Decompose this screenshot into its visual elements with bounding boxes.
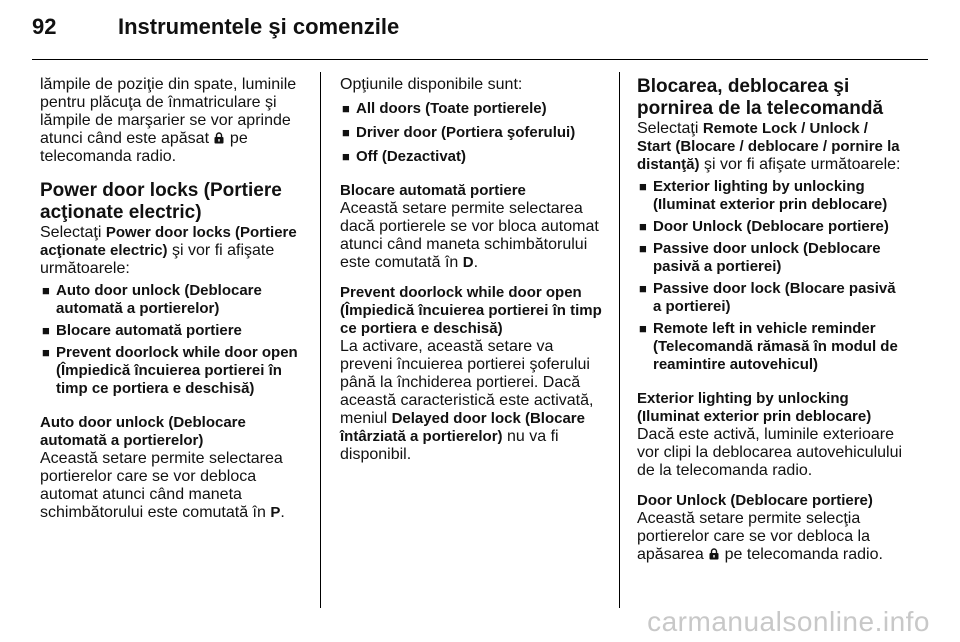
auto-door-unlock-text: Această setare permite selectarea portierelor care se vor debloca automat atunci când maneta schimbătorului este comutată în P.	[40, 450, 285, 521]
list-item: ■ Blocare automată portiere	[42, 322, 242, 339]
list-item: ■ Remote left in vehicle reminder (Telecomandă rămasă în modul de reamintire autovehicul)	[639, 320, 898, 373]
bullet-icon: ■	[342, 149, 350, 164]
list-item: ■ Prevent doorlock while door open (Împiedică încuierea portierei în timp ce portiera e deschisă)	[42, 344, 298, 397]
page-title: Instrumentele şi comenzile	[118, 14, 400, 39]
padlock-icon	[708, 548, 720, 560]
list-item: ■ Passive door lock (Blocare pasivă a portierei)	[639, 280, 896, 315]
subheading-auto-door-unlock: Auto door unlock (Deblocare automată a portierelor)	[40, 414, 246, 449]
select-instruction: Selectaţi Remote Lock / Unlock / Start (Blocare / deblocare / pornire la distanţă) şi vor fi afişate următoarele:	[637, 120, 901, 173]
subheading-door-unlock: Door Unlock (Deblocare portiere)	[637, 492, 873, 509]
list-item: ■ Off (Dezactivat)	[342, 148, 467, 165]
section-heading-power-door-locks: Power door locks (Portiere acţionate electric)	[40, 180, 282, 223]
auto-lock-text: Această setare permite selectarea dacă portierele se vor bloca automat atunci când maneta schimbătorului este comutată în D.	[340, 200, 599, 271]
bullet-icon: ■	[42, 283, 50, 298]
bullet-icon: ■	[342, 101, 350, 116]
bullet-icon: ■	[639, 321, 647, 336]
padlock-icon	[213, 132, 225, 144]
prevent-doorlock-text: La activare, această setare va preveni încuierea portierei şoferului până la închiderea portierei. Dacă această caracteristică este activată, meniul Delayed door lock (Blocare întârziată a portierelor) nu va fi disponibil.	[340, 338, 594, 463]
door-unlock-text: Această setare permite selecţia portierelor care se vor debloca la apăsarea pe telecomanda radio.	[637, 510, 883, 563]
intro-paragraph: lămpile de poziţie din spate, luminile pentru plăcuţa de înmatriculare şi lămpile de marşarier se vor aprinde atunci când este apăsat pe telecomanda radio.	[40, 76, 297, 165]
page-number: 92	[32, 14, 57, 39]
options-list	[340, 100, 605, 166]
subheading-auto-lock: Blocare automată portiere	[340, 182, 526, 199]
bullet-icon: ■	[42, 323, 50, 338]
subheading-exterior-lighting: Exterior lighting by unlocking (Iluminat exterior prin deblocare)	[637, 390, 872, 425]
watermark: carmanualsonline.info	[647, 606, 930, 637]
bullet-icon: ■	[639, 281, 647, 296]
list-item: ■ Driver door (Portiera şoferului)	[342, 124, 576, 141]
column-divider	[320, 72, 321, 608]
column-3	[637, 76, 904, 564]
section-heading-remote: Blocarea, deblocarea şi pornirea de la telecomandă	[637, 76, 884, 119]
list-item: ■ Auto door unlock (Deblocare automată a portierelor)	[42, 282, 262, 317]
list-item: ■ All doors (Toate portierele)	[342, 100, 547, 117]
bullet-icon: ■	[639, 179, 647, 194]
options-list	[637, 178, 904, 374]
bullet-icon: ■	[639, 241, 647, 256]
column-1	[40, 76, 305, 522]
column-2	[340, 76, 605, 464]
options-list	[40, 282, 305, 398]
column-divider	[619, 72, 620, 608]
select-instruction: Selectaţi Power door locks (Portiere acţionate electric) şi vor fi afişate următoarele:	[40, 224, 297, 277]
options-intro: Opţiunile disponibile sunt:	[340, 76, 523, 93]
list-item: ■ Passive door unlock (Deblocare pasivă a portierei)	[639, 240, 881, 275]
subheading-prevent-doorlock: Prevent doorlock while door open (Împiedică încuierea portierei în timp ce portiera e deschisă)	[340, 284, 602, 337]
page-header	[32, 14, 399, 54]
exterior-lighting-text: Dacă este activă, luminile exterioare vor clipi la deblocarea autovehiculului de la telecomanda radio.	[637, 426, 903, 479]
bullet-icon: ■	[42, 345, 50, 360]
list-item: ■ Exterior lighting by unlocking (Iluminat exterior prin deblocare)	[639, 178, 888, 213]
list-item: ■ Door Unlock (Deblocare portiere)	[639, 218, 889, 235]
bullet-icon: ■	[342, 125, 350, 140]
header-rule	[32, 59, 928, 60]
bullet-icon: ■	[639, 219, 647, 234]
